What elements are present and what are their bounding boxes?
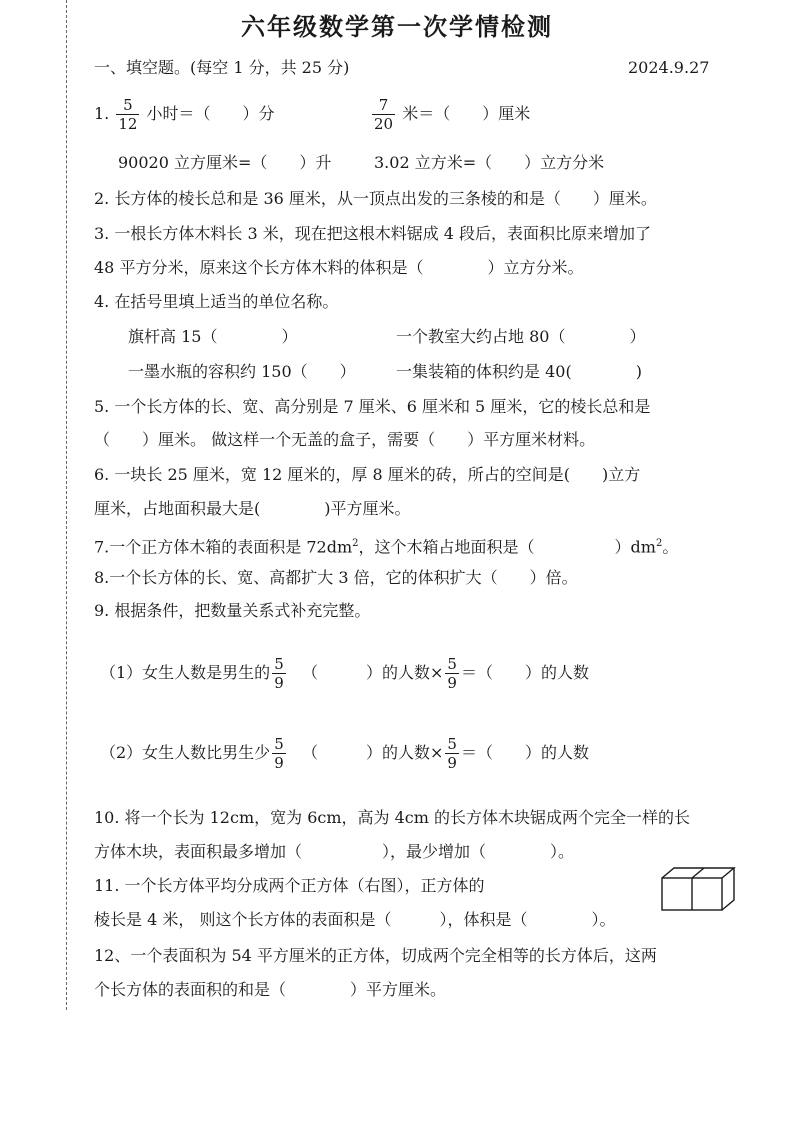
question-10-line2: 方体木块，表面积最多增加（ ），最少增加（ ）。 — [94, 842, 575, 861]
question-1-row2-a: 90020 立方厘米=（ ）升 — [118, 153, 332, 172]
question-11-line1: 11. 一个长方体平均分成两个正方体（右图），正方体的 — [94, 876, 485, 895]
question-8: 8.一个长方体的长、宽、高都扩大 3 倍，它的体积扩大（ ）倍。 — [94, 568, 578, 587]
question-5-line1: 5. 一个长方体的长、宽、高分别是 7 厘米、6 厘米和 5 厘米，它的棱长总和是 — [94, 397, 651, 416]
question-9-part1: （1）女生人数是男生的 $\frac{5}{9}$ — [100, 655, 284, 692]
question-3-line2: 48 平方分米，原来这个长方体木料的体积是（ ）立方分米。 — [94, 258, 584, 277]
question-4-c: 一墨水瓶的容积约 150（ ） — [128, 362, 356, 381]
question-9-part2-b: （ ）的人数× $\frac{5}{9}$ ＝（ ）的人数 — [302, 735, 589, 772]
binding-margin-line — [66, 0, 67, 1010]
question-7: 7.一个正方体木箱的表面积是 $72dm^2$，这个木箱占地面积是（ ）$dm^2$。 — [94, 537, 679, 557]
fraction: $\frac{5}{12}$ — [118, 96, 138, 133]
question-11-line2: 棱长是 4 米， 则这个长方体的表面积是（ ），体积是（ ）。 — [94, 910, 616, 929]
question-9-head: 9. 根据条件，把数量关系式补充完整。 — [94, 601, 371, 620]
question-6-line2: 厘米，占地面积最大是( )平方厘米。 — [94, 499, 411, 518]
exam-date: 2024.9.27 — [628, 58, 710, 77]
question-1-row1-b: $\frac{7}{20}$ 米＝（ ）厘米 — [374, 96, 531, 133]
question-1-row2-b: 3.02 立方米=（ ）立方分米 — [374, 153, 605, 172]
question-2: 2. 长方体的棱长总和是 36 厘米，从一顶点出发的三条棱的和是（ ）厘米。 — [94, 189, 657, 208]
question-3-line1: 3. 一根长方体木料长 3 米，现在把这根木料锯成 4 段后，表面积比原来增加了 — [94, 224, 652, 243]
cuboid-figure — [660, 866, 740, 914]
section-header: 一、填空题。(每空 1 分，共 25 分) — [94, 58, 350, 77]
question-12-line1: 12、一个表面积为 54 平方厘米的正方体，切成两个完全相等的长方体后，这两 — [94, 946, 657, 965]
fraction: $\frac{7}{20}$ — [374, 96, 394, 133]
question-5-line2: （ ）厘米。 做这样一个无盖的盒子，需要（ ）平方厘米材料。 — [94, 430, 596, 449]
question-12-line2: 个长方体的表面积的和是（ ）平方厘米。 — [94, 980, 447, 999]
question-9-part2: （2）女生人数比男生少 $\frac{5}{9}$ — [100, 735, 284, 772]
page-title: 六年级数学第一次学情检测 — [241, 12, 553, 41]
question-1-row1: 1. $\frac{5}{12}$ 小时＝（ ）分 — [94, 96, 275, 133]
question-6-line1: 6. 一块长 25 厘米，宽 12 厘米的，厚 8 厘米的砖，所占的空间是( )立方 — [94, 465, 641, 484]
question-10-line1: 10. 将一个长为 12cm，宽为 6cm，高为 4cm 的长方体木块锯成两个完全一样的长 — [94, 808, 690, 827]
question-4-a: 旗杆高 15（ ） — [128, 327, 298, 346]
question-9-part1-b: （ ）的人数× $\frac{5}{9}$ ＝（ ）的人数 — [302, 655, 589, 692]
question-4-b: 一个教室大约占地 80（ ） — [396, 327, 646, 346]
question-4-d: 一集装箱的体积约是 40( ) — [396, 362, 642, 381]
question-4-head: 4. 在括号里填上适当的单位名称。 — [94, 292, 339, 311]
